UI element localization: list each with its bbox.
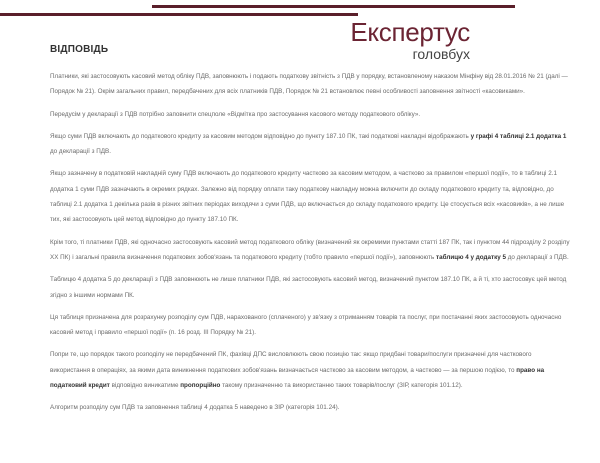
paragraph-text: до декларації з ПДВ.	[50, 148, 111, 156]
logo-title: Експертус	[350, 17, 470, 47]
emphasis-text: право на податковий кредит	[50, 366, 545, 390]
paragraph	[50, 69, 570, 100]
paragraph-text: відповідно виникатиме	[109, 382, 181, 390]
paragraph	[50, 129, 570, 160]
paragraph-text: Якщо зазначену в податковій накладній суму ПДВ включають до податкового кредиту частково за касовим методом, а частково за правилом «першої події», то в таблиці 2.1 додатка 1 суми ПДВ зазначають в окремих рядках. Залежно від порядку оплати таку податкову накладну можна включити до складу податкового кредиту та, відповідно, до таблиці 2.1 додатка 1 декілька разів в різних звітних періодах виходячи з суми ПДВ, що включається до складу податкового кредиту. Це стосується всіх «касовиків», а не лише тих, які застосовують цей метод відповідно до пункту 187.10 ПК.	[50, 170, 565, 224]
paragraph-text: Крім того, ті платники ПДВ, які одночасно застосовують касовий метод податкового обліку (визначений як окремими пунктами статті 187 ПК, так і пунктом 44 підрозділу 2 розділу XX ПК) і загальні правила визначення податкових зобов'язань та податкового кредиту (тобто правило «першої події»), заповнюють	[50, 238, 570, 261]
paragraph-text: такому призначенню та використанню таких товарів/послуг (ЗІР, категорія 101.12).	[220, 382, 463, 390]
logo-subtitle: головбух	[412, 46, 470, 62]
paragraph	[50, 310, 570, 341]
emphasis-text: пропорційно	[180, 382, 221, 390]
paragraph	[50, 235, 570, 266]
paragraph-text: Ця таблиця призначена для розрахунку розподілу сум ПДВ, нарахованого (сплаченого) у зв'язку з отриманням товарів та послуг, при постачанні яких застосовують одночасно касовий метод і правило «першої події» (п. 16 розд. III Порядку № 21).	[50, 313, 562, 337]
paragraph	[50, 107, 570, 122]
emphasis-text: у графі 4 таблиці 2.1 додатка 1	[470, 132, 567, 140]
paragraph-text: Платники, які застосовують касовий метод обліку ПДВ, заповнюють і подають податкову звітність з ПДВ у порядку, встановленому наказом Мінфіну від 28.01.2016 № 21 (далі — Порядок № 21). Окрім загальних правил, передбачених для всіх платників ПДВ, Порядок № 21 встановлює певні особливості заповнення звітності «касовиками».	[50, 73, 568, 96]
paragraph-text: Таблицю 4 додатка 5 до декларації з ПДВ заповнюють не лише платники ПДВ, які застосовують касовий метод, визначений пунктом 187.10 ПК, а й ті, хто застосовує цей метод згідно з іншими нормами ПК.	[50, 276, 567, 299]
decorative-top-line	[152, 5, 515, 8]
emphasis-text: таблицю 4 у додатку 5	[436, 253, 506, 261]
answer-heading: ВІДПОВІДЬ	[50, 44, 109, 55]
logo	[350, 18, 470, 62]
paragraph-text: до декларації з ПДВ.	[505, 253, 569, 261]
paragraph	[50, 166, 570, 227]
paragraph-text: Алгоритм розподілу сум ПДВ та заповнення таблиці 4 додатка 5 наведено в ЗІР (категорія 101.24).	[50, 404, 340, 412]
paragraph-text: Якщо суми ПДВ включають до податкового кредиту за касовим методом відповідно до пункту 187.10 ПК, такі податкові накладні відображають	[50, 132, 471, 140]
paragraph-text: Передусім у декларації з ПДВ потрібно заповнити спецполе «Відмітка про застосування касового методу податкового обліку».	[50, 110, 421, 118]
answer-body	[50, 69, 570, 423]
paragraph-text: Попри те, що порядок такого розподілу не передбачений ПК, фахівці ДПС висловлюють свою позицію так: якщо придбані товари/послуги призначені для часткового використання в операціях, за якими дата виникнення податкових зобов'язань визначається частково за касовим методом, а частково — за першою подією, то	[50, 351, 532, 374]
paragraph	[50, 272, 570, 303]
paragraph	[50, 400, 570, 415]
decorative-second-line	[0, 13, 358, 16]
paragraph	[50, 347, 570, 393]
